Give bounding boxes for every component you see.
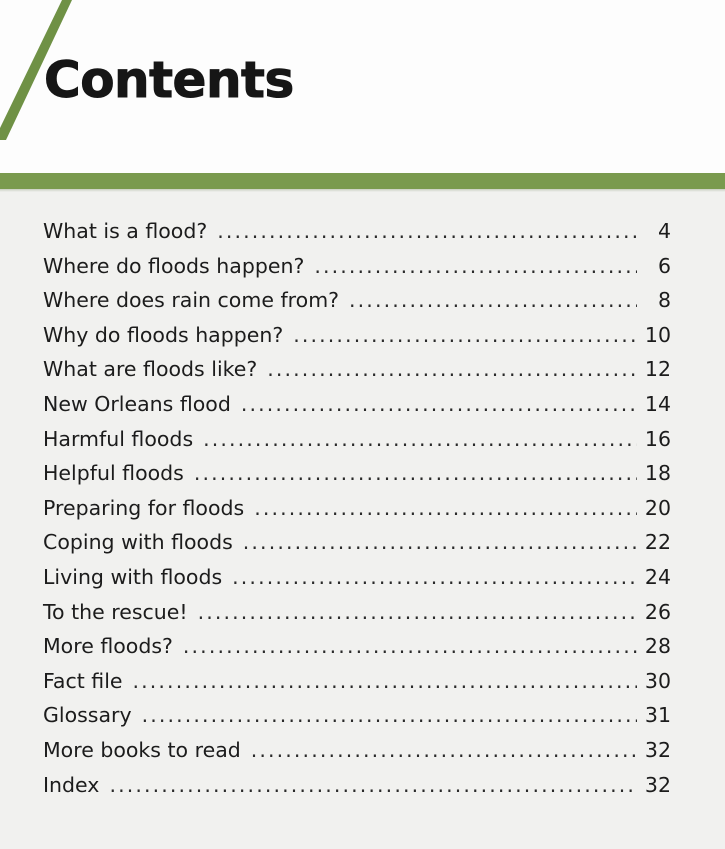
toc-entry-title: More floods? bbox=[43, 634, 173, 659]
toc-entry-title: Where does rain come from? bbox=[43, 288, 340, 313]
toc-entry[interactable] bbox=[43, 738, 671, 773]
toc-page-number: 22 bbox=[644, 530, 671, 555]
toc-entry-title: Helpful floods bbox=[43, 461, 184, 486]
toc-page-number: 16 bbox=[644, 426, 671, 451]
toc-entry-title: Coping with floods bbox=[43, 530, 233, 555]
toc-page-number: 10 bbox=[644, 322, 671, 347]
toc-entry-title: Harmful floods bbox=[43, 426, 194, 451]
toc-page-number: 6 bbox=[657, 253, 671, 278]
toc-page-number: 28 bbox=[644, 634, 671, 659]
toc-entry-title: Index bbox=[43, 772, 100, 797]
dot-leader bbox=[194, 461, 637, 485]
toc-entry-title: More books to read bbox=[43, 737, 241, 762]
toc-entry-title: Where do floods happen? bbox=[43, 253, 305, 278]
toc-page-number: 31 bbox=[644, 703, 671, 728]
toc-entry[interactable] bbox=[43, 565, 671, 600]
toc-entry-title: What are floods like? bbox=[43, 357, 258, 382]
page-header bbox=[0, 0, 725, 173]
dot-leader bbox=[241, 392, 637, 416]
toc-entry-title: Preparing for floods bbox=[43, 495, 245, 520]
dot-leader bbox=[232, 565, 637, 589]
toc-page-number: 8 bbox=[657, 288, 671, 313]
dot-leader bbox=[314, 254, 637, 278]
toc-entry[interactable] bbox=[43, 496, 671, 531]
toc-entry[interactable] bbox=[43, 530, 671, 565]
toc-entry[interactable] bbox=[43, 427, 671, 462]
dot-leader bbox=[251, 738, 637, 762]
toc-entry-title: New Orleans flood bbox=[43, 391, 231, 416]
toc-entry-title: Living with floods bbox=[43, 564, 223, 589]
toc-page-number: 24 bbox=[644, 564, 671, 589]
dot-leader bbox=[267, 357, 637, 381]
dot-leader bbox=[203, 427, 637, 451]
toc-entry-title: Fact file bbox=[43, 668, 123, 693]
dot-leader bbox=[133, 669, 637, 693]
toc-entry[interactable] bbox=[43, 254, 671, 289]
toc-entry-title: To the rescue! bbox=[43, 599, 188, 624]
dot-leader bbox=[254, 496, 637, 520]
toc-page-number: 18 bbox=[644, 461, 671, 486]
toc-entry-title: Glossary bbox=[43, 703, 132, 728]
band-shadow bbox=[0, 189, 725, 192]
toc-page-number: 4 bbox=[657, 219, 671, 243]
toc-entry[interactable] bbox=[43, 461, 671, 496]
dot-leader bbox=[217, 219, 637, 243]
toc-entry[interactable] bbox=[43, 634, 671, 669]
toc-entry[interactable] bbox=[43, 703, 671, 738]
toc-entry[interactable] bbox=[43, 323, 671, 358]
dot-leader bbox=[293, 323, 637, 347]
toc-entry-title: Why do floods happen? bbox=[43, 322, 284, 347]
toc-entry[interactable] bbox=[43, 357, 671, 392]
toc-entry[interactable] bbox=[43, 219, 671, 254]
header-divider-band bbox=[0, 173, 725, 189]
toc-entry[interactable] bbox=[43, 600, 671, 635]
toc-entry[interactable] bbox=[43, 392, 671, 427]
toc-entry-title: What is a flood? bbox=[43, 219, 208, 243]
dot-leader bbox=[142, 703, 637, 727]
toc-page-number: 20 bbox=[644, 495, 671, 520]
toc-page-number: 26 bbox=[644, 599, 671, 624]
dot-leader bbox=[349, 288, 637, 312]
toc-page-number: 30 bbox=[644, 668, 671, 693]
toc-entry[interactable] bbox=[43, 773, 671, 808]
toc-page-number: 32 bbox=[644, 772, 671, 797]
toc-entry[interactable] bbox=[43, 288, 671, 323]
toc-page-number: 14 bbox=[644, 391, 671, 416]
toc-page-number: 12 bbox=[644, 357, 671, 382]
toc-entry[interactable] bbox=[43, 669, 671, 704]
toc-page-number: 32 bbox=[644, 737, 671, 762]
table-of-contents bbox=[43, 219, 671, 807]
dot-leader bbox=[198, 600, 637, 624]
dot-leader bbox=[243, 530, 637, 554]
dot-leader bbox=[183, 634, 637, 658]
page-title: Contents bbox=[44, 51, 294, 109]
dot-leader bbox=[109, 773, 636, 797]
